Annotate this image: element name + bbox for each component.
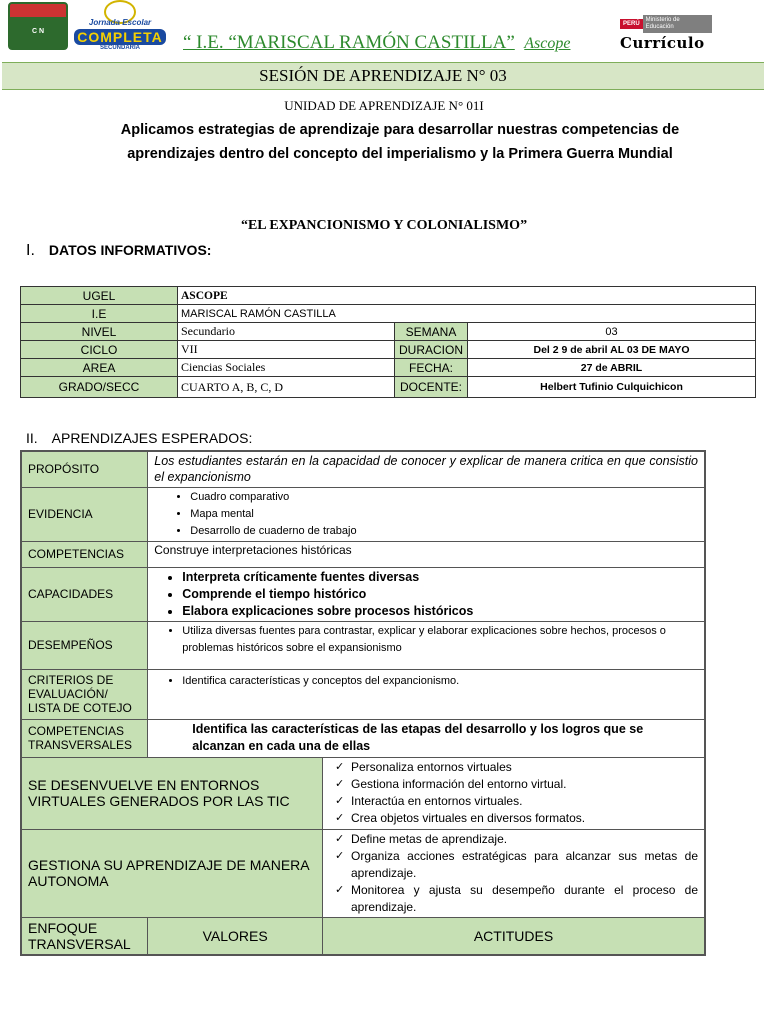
- fecha-label: FECHA:: [395, 359, 468, 377]
- competencias-value: Construye interpretaciones históricas: [148, 541, 705, 567]
- curriculo-label: Currículo: [620, 34, 705, 52]
- grado-value: CUARTO A, B, C, D: [178, 377, 395, 398]
- unit-description: Aplicamos estrategias de aprendizaje para desarrollar nuestras competencias de aprendizajes dentro del concepto del imperialismo y la Primera Guerra Mundial: [120, 122, 680, 162]
- autonoma-list: [323, 829, 706, 917]
- tic-label: SE DESENVUELVE EN ENTORNOS VIRTUALES GENERADOS POR LAS TIC: [21, 757, 323, 829]
- section-datos-heading: [26, 242, 211, 260]
- list-item: ✓ Organiza acciones estratégicas para alcanzar sus metas de aprendizaje.: [351, 848, 698, 882]
- docente-label: DOCENTE:: [395, 377, 468, 398]
- valores-header: VALORES: [148, 917, 323, 955]
- ie-value: MARISCAL RAMÓN CASTILLA: [178, 305, 756, 323]
- jec-top-text: Jornada Escolar: [88, 18, 152, 27]
- capacidades-list: [148, 567, 705, 621]
- list-item: ✓ Personaliza entornos virtuales: [351, 759, 698, 776]
- crest-text: C N: [31, 28, 45, 35]
- duracion-value: Del 2 9 de abril AL 03 DE MAYO: [468, 341, 756, 359]
- transversales-value: Identifica las características de las etapas del desarrollo y los logros que se alcanzan en cada una de ellas: [148, 719, 705, 757]
- jec-main-text: COMPLETA: [74, 29, 166, 45]
- criterios-list: [148, 669, 705, 719]
- tic-list: [323, 757, 706, 829]
- list-item: ✓ Monitorea y ajusta su desempeño durante el proceso de aprendizaje.: [351, 882, 698, 916]
- jec-logo: [74, 2, 166, 51]
- school-title: “ I.E. “MARISCAL RAMÓN CASTILLA”: [183, 32, 515, 53]
- jec-sub-text: SECUNDARIA: [99, 45, 140, 51]
- capacidades-label: CAPACIDADES: [21, 567, 148, 621]
- criterios-label: CRITERIOS DE EVALUACIÓN/ LISTA DE COTEJO: [21, 669, 148, 719]
- school-city: Ascope: [524, 35, 571, 52]
- duracion-label: DURACION: [395, 341, 468, 359]
- list-item: • Interpreta críticamente fuentes diversas: [182, 569, 698, 586]
- docente-value: Helbert Tufinio Culquichicon: [468, 377, 756, 398]
- list-item: • Elabora explicaciones sobre procesos históricos: [182, 603, 698, 620]
- desempenos-label: DESEMPEÑOS: [21, 621, 148, 669]
- school-name: [183, 32, 570, 54]
- area-value: Ciencias Sociales: [178, 359, 395, 377]
- nivel-label: NIVEL: [21, 323, 178, 341]
- list-item: • Utiliza diversas fuentes para contrastar, explicar y elaborar explicaciones sobre hechos, procesos o problemas históricos sobre el expansionismo: [182, 623, 698, 657]
- aprendizajes-table: [20, 450, 706, 956]
- fecha-value: 27 de ABRIL: [468, 359, 756, 377]
- nivel-value: Secundario: [178, 323, 395, 341]
- proposito-value: Los estudiantes estarán en la capacidad de conocer y explicar de manera critica en que consistio el expancionismo: [148, 451, 705, 487]
- list-item: ✓ Interactúa en entornos virtuales.: [351, 793, 698, 810]
- section-title: DATOS INFORMATIVOS:: [48, 242, 212, 258]
- ministerio-label: Ministerio de Educación: [643, 15, 712, 33]
- section-title: APRENDIZAJES ESPERADOS:: [51, 430, 253, 446]
- session-topic: “EL EXPANCIONISMO Y COLONIALISMO”: [240, 218, 528, 233]
- list-item: • Mapa mental: [190, 506, 698, 523]
- proposito-label: PROPÓSITO: [21, 451, 148, 487]
- peru-label: PERÚ: [620, 19, 643, 29]
- list-item: • Identifica características y conceptos del expancionismo.: [182, 673, 698, 690]
- ie-label: I.E: [21, 305, 178, 323]
- ugel-value: ASCOPE: [178, 287, 756, 305]
- datos-table: [20, 286, 756, 398]
- section-number: II.: [26, 430, 38, 446]
- grado-label: GRADO/SECC: [21, 377, 178, 398]
- section-number: I.: [26, 242, 35, 259]
- session-title: SESIÓN DE APRENDIZAJE N° 03: [2, 62, 764, 90]
- ciclo-value: VII: [178, 341, 395, 359]
- area-label: AREA: [21, 359, 178, 377]
- evidencia-list: [148, 487, 705, 541]
- list-item: • Desarrollo de cuaderno de trabajo: [190, 523, 698, 540]
- list-item: • Cuadro comparativo: [190, 489, 698, 506]
- ugel-label: UGEL: [21, 287, 178, 305]
- section-aprendizajes-heading: [26, 430, 252, 446]
- semana-value: 03: [468, 323, 756, 341]
- list-item: ✓ Define metas de aprendizaje.: [351, 831, 698, 848]
- evidencia-label: EVIDENCIA: [21, 487, 148, 541]
- desempenos-list: [148, 621, 705, 669]
- enfoque-label: ENFOQUE TRANSVERSAL: [21, 917, 148, 955]
- ciclo-label: CICLO: [21, 341, 178, 359]
- list-item: • Comprende el tiempo histórico: [182, 586, 698, 603]
- semana-label: SEMANA: [395, 323, 468, 341]
- list-item: ✓ Crea objetos virtuales en diversos formatos.: [351, 810, 698, 827]
- actitudes-header: ACTITUDES: [323, 917, 706, 955]
- list-item: ✓ Gestiona información del entorno virtual.: [351, 776, 698, 793]
- transversales-label: COMPETENCIAS TRANSVERSALES: [21, 719, 148, 757]
- minedu-logo: [620, 14, 712, 52]
- school-crest-logo: [8, 2, 68, 50]
- competencias-label: COMPETENCIAS: [21, 541, 148, 567]
- autonoma-label: GESTIONA SU APRENDIZAJE DE MANERA AUTONOMA: [21, 829, 323, 917]
- unit-title: UNIDAD DE APRENDIZAJE N° 01I: [284, 98, 484, 113]
